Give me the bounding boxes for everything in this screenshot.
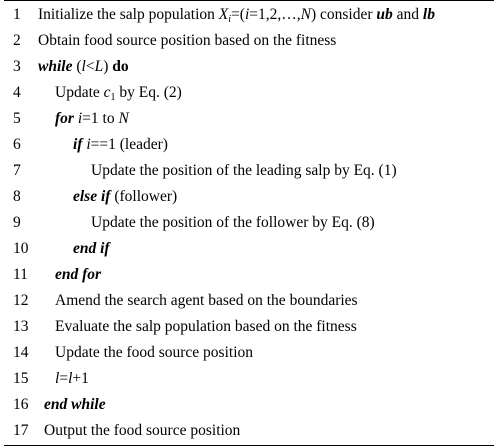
line-number: 11 bbox=[13, 266, 28, 283]
line-number: 8 bbox=[13, 188, 21, 205]
line-text: Output the food source position bbox=[44, 422, 241, 439]
line-text: Obtain food source position based on the fitness bbox=[38, 32, 337, 49]
line-text: end if bbox=[73, 240, 110, 257]
line-text: Initialize the salp population $X_i=(i=1,2,\dots,N)$ consider ub and lb bbox=[38, 6, 435, 25]
line-number: 10 bbox=[13, 240, 29, 257]
line-text: while (l<L) do bbox=[38, 58, 129, 75]
line-number: 3 bbox=[13, 58, 21, 75]
line-number: 9 bbox=[13, 214, 21, 231]
line-text: Update the position of the follower by Eq. (8) bbox=[91, 214, 375, 231]
line-number: 2 bbox=[13, 32, 21, 49]
line-text: Update the position of the leading salp by Eq. (1) bbox=[91, 162, 397, 179]
line-number: 15 bbox=[13, 370, 29, 387]
line-text: if i==1 (leader) bbox=[73, 136, 168, 153]
line-text: for i=1 to N bbox=[55, 110, 129, 127]
line-number: 13 bbox=[13, 318, 29, 335]
line-text: Amend the search agent based on the boundaries bbox=[55, 292, 358, 309]
line-text: Update the food source position bbox=[55, 344, 254, 361]
line-number: 12 bbox=[13, 292, 29, 309]
line-text: Evaluate the salp population based on the fitness bbox=[55, 318, 357, 335]
line-text: Update $c_1$ by Eq. (2) bbox=[55, 84, 182, 103]
line-number: 7 bbox=[13, 162, 21, 179]
line-number: 6 bbox=[13, 136, 21, 153]
line-text: l=l+1 bbox=[55, 370, 89, 387]
line-text: end for bbox=[55, 266, 102, 283]
line-number: 4 bbox=[13, 84, 21, 101]
line-number: 14 bbox=[13, 344, 29, 361]
line-text: else if (follower) bbox=[73, 188, 178, 205]
algorithm-table bbox=[4, 0, 494, 446]
line-number: 17 bbox=[13, 422, 29, 439]
line-text: end while bbox=[44, 396, 106, 413]
line-number: 5 bbox=[13, 110, 21, 127]
line-number: 1 bbox=[13, 6, 21, 23]
line-number: 16 bbox=[13, 396, 29, 413]
